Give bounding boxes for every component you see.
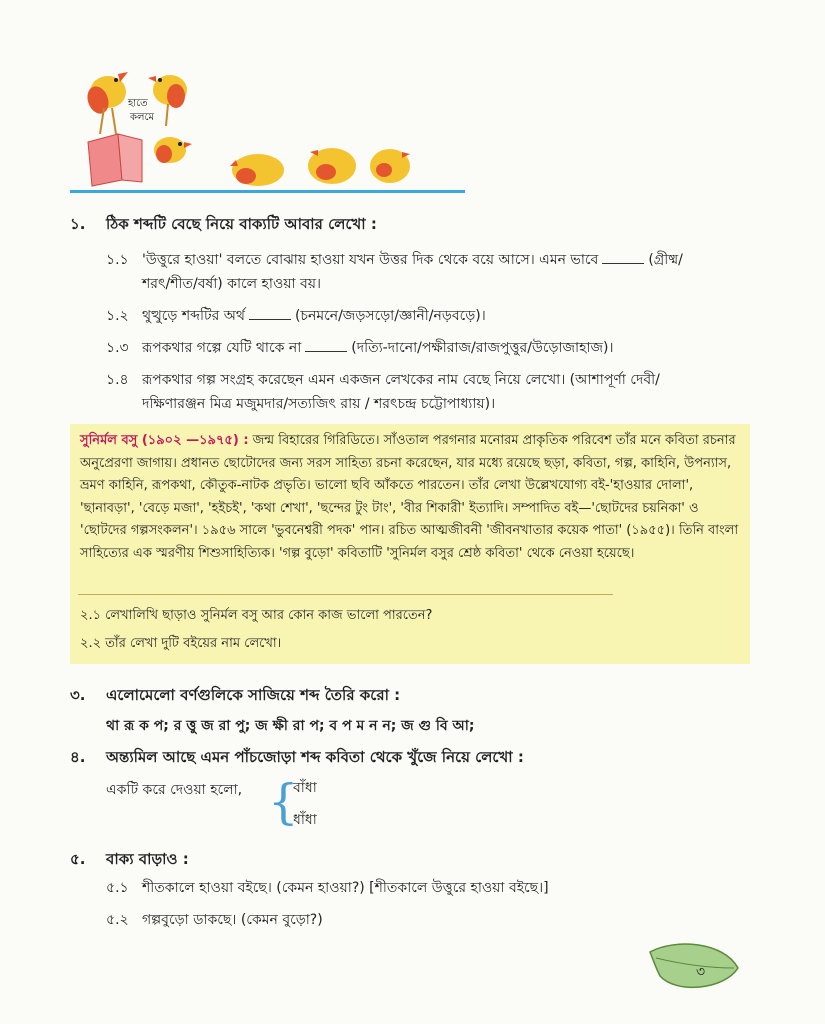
answer-blank[interactable] (602, 249, 644, 264)
jumbled-letters: থা রূ ক প; র ত্তু জ রা পু; জ ক্ষী রা প; ব প ম ন ন; জ গু বি আ; (106, 718, 475, 734)
question-5-2: ৫.২ গল্পবুড়ো ডাকছে। (কেমন বুড়ো?) (106, 912, 323, 928)
art-label: হাতে (128, 98, 148, 109)
question-5-title: ৫. বাক্য বাড়াও : (70, 850, 189, 868)
question-3-title: ৩. এলোমেলো বর্ণগুলিকে সাজিয়ে শব্দ তৈরি করো : (70, 686, 401, 704)
question-1-4: ১.৪ রূপকথার গল্প সংগ্রহ করেছেন এমন একজন লেখকের নাম বেছে নিয়ে লেখো। (আশাপূর্ণা দেবী/ (106, 372, 660, 388)
example-label: একটি করে দেওয়া হলো, (106, 782, 243, 798)
header-divider (70, 190, 465, 193)
rhyme-word-2: ধাঁধা (293, 812, 317, 828)
question-1-4-cont: দক্ষিণারঞ্জন মিত্র মজুমদার/সত্যজিৎ রায় / শরৎচন্দ্র চট্টোপাধ্যায়)। (142, 396, 496, 412)
question-4-title: ৪. অন্ত্যমিল আছে এমন পাঁচজোড়া শব্দ কবিতা থেকে খুঁজে নিয়ে লেখো : (70, 748, 524, 766)
bird-icon (154, 137, 192, 163)
answer-blank[interactable] (249, 305, 291, 320)
author-bio-box (70, 424, 750, 664)
question-1-3: ১.৩ রূপকথার গল্পে যেটি থাকে না (দত্যি-দানো/পক্ষীরাজ/রাজপুত্তুর/উড়োজাহাজ)। (106, 336, 614, 360)
question-2-1: ২.১ লেখালিখি ছাড়াও সুনির্মল বসু আর কোন কাজ ভালো পারতেন? (80, 608, 433, 623)
question-1-2: ১.২ থুত্থুড়ে শব্দটির অর্থ (চনমনে/জড়সড়ো/জ্ঞানী/নড়বড়ে)। (106, 304, 486, 328)
bird-icon (370, 149, 410, 183)
author-bio-text (80, 430, 740, 566)
birds-illustration (70, 62, 470, 197)
answer-blank[interactable] (305, 337, 347, 352)
question-1-1-cont: শরৎ/শীত/বর্ষা) কালে হাওয়া বয়। (142, 276, 322, 292)
bird-icon (308, 148, 356, 184)
art-label: কলমে (130, 112, 155, 123)
page-number: ৩ (696, 964, 706, 980)
question-1-1: ১.১ 'উত্তুরে হাওয়া' বলতে বোঝায় হাওয়া যখন উত্তর দিক থেকে বয়ে আসে। এমন ভাবে (গ্রীষ্ম/ (106, 248, 683, 272)
bird-icon (84, 72, 128, 134)
bird-icon (230, 154, 284, 186)
question-5-1: ৫.১ শীতকালে হাওয়া বইছে। (কেমন হাওয়া?) [শীতকালে উত্তুরে হাওয়া বইছে।] (106, 880, 549, 896)
question-1-title: ১. ঠিক শব্দটি বেছে নিয়ে বাক্যটি আবার লেখো : (70, 215, 377, 233)
book-icon (88, 134, 142, 186)
author-bio-body: জন্ম বিহারের গিরিডিতে। সাঁওতাল পরগনার মনোরম প্রাকৃতিক পরিবেশ তাঁর মনে কবিতা রচনার অনুপ্রেরণা জাগায়। প্রধানত ছোটোদের জন্য সরস সাহিত্য রচনা করেছেন, যার মধ্যে রয়েছে ছড়া, কবিতা, গল্প, কাহিনি, উপন্যাস, ভ্রমণ কাহিনি, রূপকথা, কৌতুক-নাটক প্রভৃতি। ভালো ছবি আঁকতে পারতেন। তাঁর লেখা উল্লেখযোগ্য বই-'হাওয়ার দোলা', 'ছানাবড়া', 'বেড়ে মজা', 'হইচই', 'কথা শেখা', 'ছন্দের টুং টাং', 'বীর শিকারী' ইত্যাদি। সম্পাদিত বই—'ছোটদের চয়নিকা' ও 'ছোটদের গল্পসংকলন'। ১৯৫৬ সালে 'ভুবনেশ্বরী পদক' পান। রচিত আত্মজীবনী 'জীবনখাতার কয়েক পাতা' (১৯৫৫)। তিনি বাংলা সাহিত্যের এক স্মরণীয় শিশুসাহিত্যিক। 'গল্প বুড়ো' কবিতাটি 'সুনির্মল বসুর শ্রেষ্ঠ কবিতা' থেকে নেওয়া হয়েছে। (80, 433, 739, 561)
brace-icon: { (268, 774, 299, 830)
author-name: সুনির্মল বসু (১৯০২ —১৯৭৫) : (80, 433, 249, 448)
rhyme-word-1: বাঁধা (293, 780, 317, 796)
question-2-2: ২.২ তাঁর লেখা দুটি বইয়ের নাম লেখো। (80, 636, 282, 651)
leaf-icon (646, 938, 741, 993)
bio-divider (78, 594, 613, 595)
